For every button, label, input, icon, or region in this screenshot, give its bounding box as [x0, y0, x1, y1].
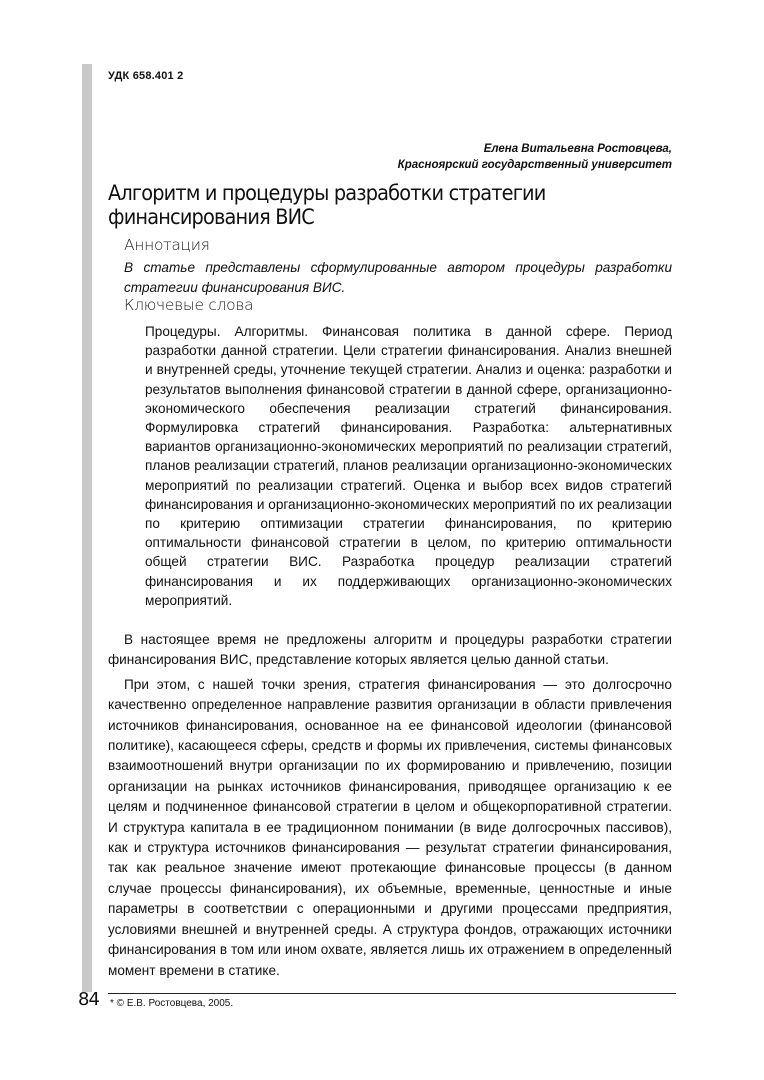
article-title: Алгоритм и процедуры разработки стратегии финансирования ВИС [108, 181, 546, 229]
abstract-label: Аннотация [124, 236, 210, 254]
keywords-text: Процедуры. Алгоритмы. Финансовая политика в данной сфере. Период разработки данной стратегии. Цели стратегии финансирования. Анализ внешней и внутренней среды, уточнение текущей стратегии. Анализ и оценка: разработки и результатов выполнения финансовой стратегии в данной сфере, организационно-экономического обеспечения реализации стратегий финансирования. Формулировка стратегий финансирования. Разработка: альтернативных вариантов организационно-экономических мероприятий по реализации стратегий, планов реализации стратегий, планов реализации организационно-экономических мероприятий по реализации стратегий. Оценка и выбор всех видов стратегий финансирования и организационно-экономических мероприятий по их реализации по критерию оптимизации стратегии финансирования, по критерию оптимальности финансовой стратегии в целом, по критерию оптимальности общей стратегии ВИС. Разработка процедур реализации стратегий финансирования и их поддерживающих организационно-экономических мероприятий. [145, 324, 672, 608]
page-number: 84 [78, 989, 99, 1010]
author-name: Елена Витальевна Ростовцева, [483, 143, 672, 155]
article-body [108, 630, 672, 985]
footer-rule [108, 993, 676, 994]
keywords-label: Ключевые слова [124, 296, 254, 314]
body-paragraph: В настоящее время не предложены алгоритм и процедуры разработки стратегии финансирования ВИС, представление которых является целью данной статьи. [108, 632, 672, 668]
udk-code: УДК 658.401 2 [108, 70, 184, 82]
author-affiliation: Красноярский государственный университет [397, 159, 672, 171]
copyright-footnote: * © Е.В. Ростовцева, 2005. [110, 998, 234, 1009]
author-block [398, 141, 672, 173]
abstract-text: В статье представлены сформулированные автором процедуры разработки стратегии финансирования ВИС. [124, 260, 672, 295]
margin-bar [82, 64, 92, 992]
body-paragraph: При этом, с нашей точки зрения, стратегия финансирования — это долгосрочно качественно определенное направление развития организации в области привлечения источников финансирования, основанное на ее финансовой идеологии (финансовой политике), касающееся сферы, средств и формы их привлечения, системы финансовых взаимоотношений внутри организации по их формированию и привлечению, позиции организации на рынках источников финансирования, приводящее организацию к ее целям и подчиненное финансовой стратегии в целом и общекорпоративной стратегии. И структура капитала в ее традиционном понимании (в виде долгосрочных пассивов), как и структура источников финансирования — результат стратегии финансирования, так как реальное значение имеют протекающие финансовые процессы (в данном случае процессы финансирования), их объемные, временные, ценностные и иные параметры в соответствии с операционными и другими процессами предприятия, условиями внешней и внутренней среды. А структура фондов, отражающих источники финансирования в том или ином охвате, является лишь их отражением в определенный момент времени в статике. [108, 676, 672, 978]
